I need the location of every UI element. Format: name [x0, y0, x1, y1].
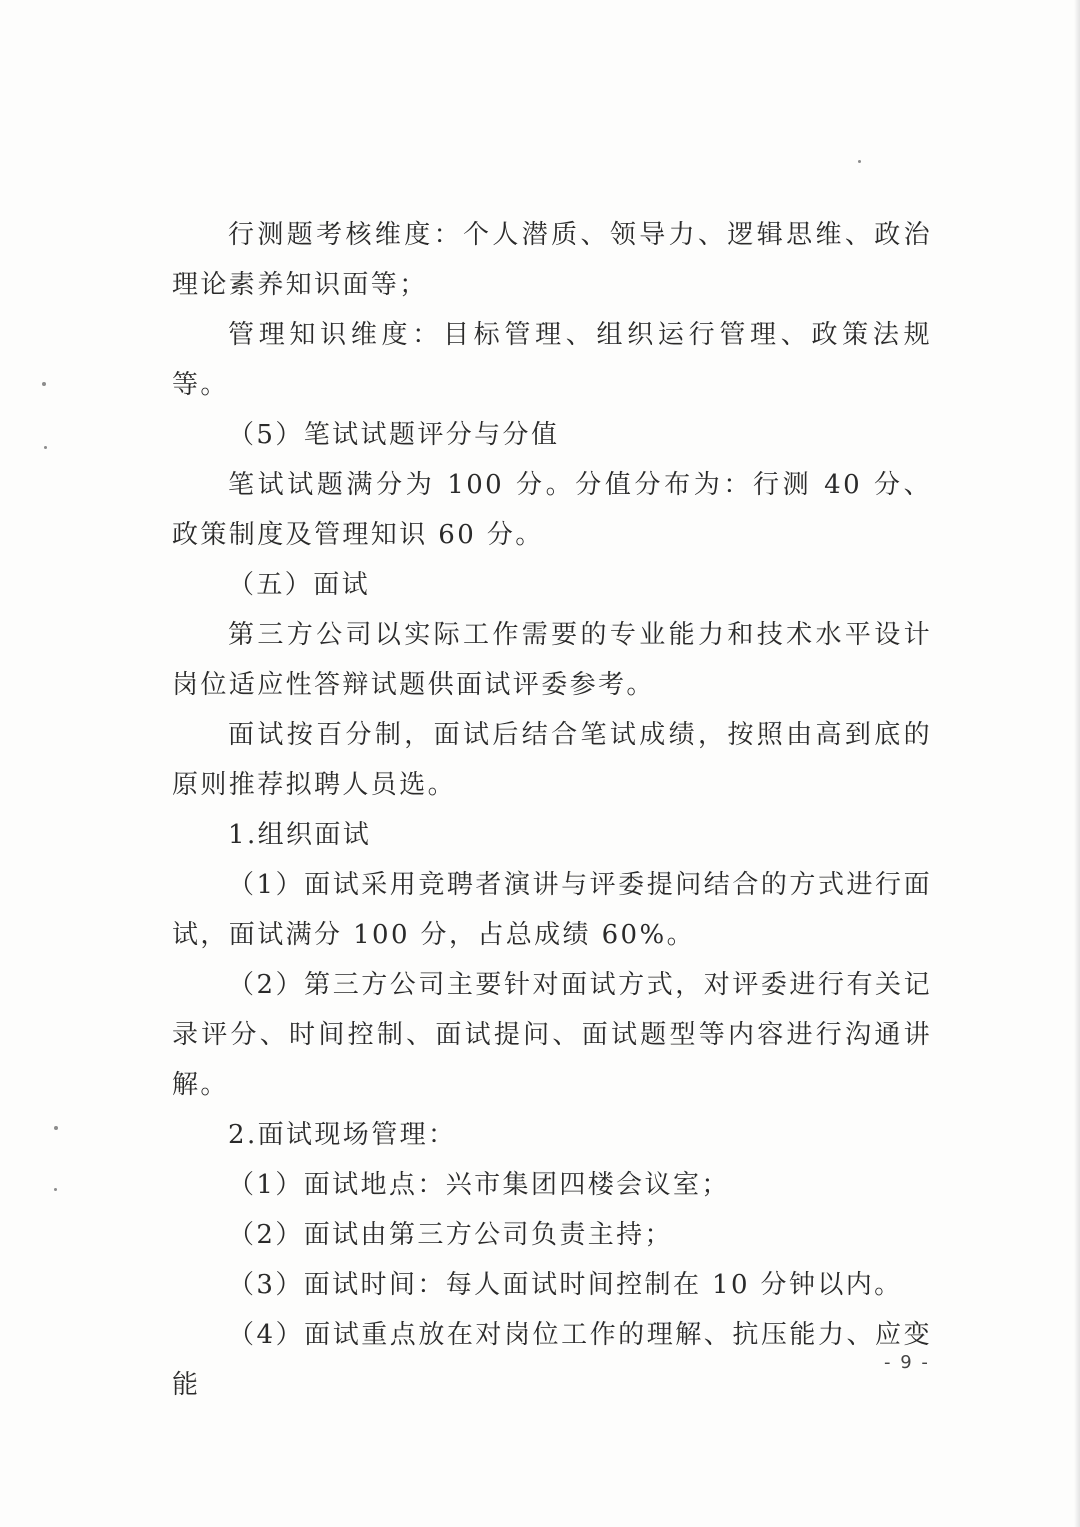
paragraph: 面试按百分制，面试后结合笔试成绩，按照由高到底的原则推荐拟聘人员选。: [172, 720, 932, 800]
list-item: （4）面试重点放在对岗位工作的理解、抗压能力、应变能: [172, 1320, 932, 1400]
section-heading: 1.组织面试: [228, 820, 372, 850]
paragraph: 管理知识维度：目标管理、组织运行管理、政策法规等。: [172, 320, 932, 400]
list-item: （1）面试地点：兴市集团四楼会议室；: [228, 1170, 730, 1200]
scan-speck: [858, 160, 861, 163]
scan-edge-shadow: [1074, 0, 1080, 1527]
list-item: （2）面试由第三方公司负责主持；: [228, 1220, 673, 1250]
scan-speck: [54, 1188, 57, 1191]
list-item: （3）面试时间：每人面试时间控制在 10 分钟以内。: [228, 1270, 903, 1300]
list-item: （1）面试采用竞聘者演讲与评委提问结合的方式进行面试，面试满分 100 分，占总成绩 60%。: [172, 870, 932, 950]
scan-speck: [44, 446, 47, 449]
scan-speck: [54, 1126, 58, 1130]
section-heading: （五）面试: [228, 570, 371, 600]
paragraph: 第三方公司以实际工作需要的专业能力和技术水平设计岗位适应性答辩试题供面试评委参考。: [172, 620, 932, 700]
section-heading: （5）笔试试题评分与分值: [228, 420, 560, 450]
list-item: （2）第三方公司主要针对面试方式，对评委进行有关记录评分、时间控制、面试提问、面试题型等内容进行沟通讲解。: [172, 970, 932, 1100]
section-heading: 2.面试现场管理：: [228, 1120, 457, 1150]
paragraph: 笔试试题满分为 100 分。分值分布为：行测 40 分、政策制度及管理知识 60 分。: [172, 470, 932, 550]
paragraph: 行测题考核维度：个人潜质、领导力、逻辑思维、政治理论素养知识面等；: [172, 220, 932, 300]
scan-speck: [42, 382, 46, 386]
body-text: [172, 210, 932, 1410]
page-number: - 9 -: [884, 1352, 930, 1373]
